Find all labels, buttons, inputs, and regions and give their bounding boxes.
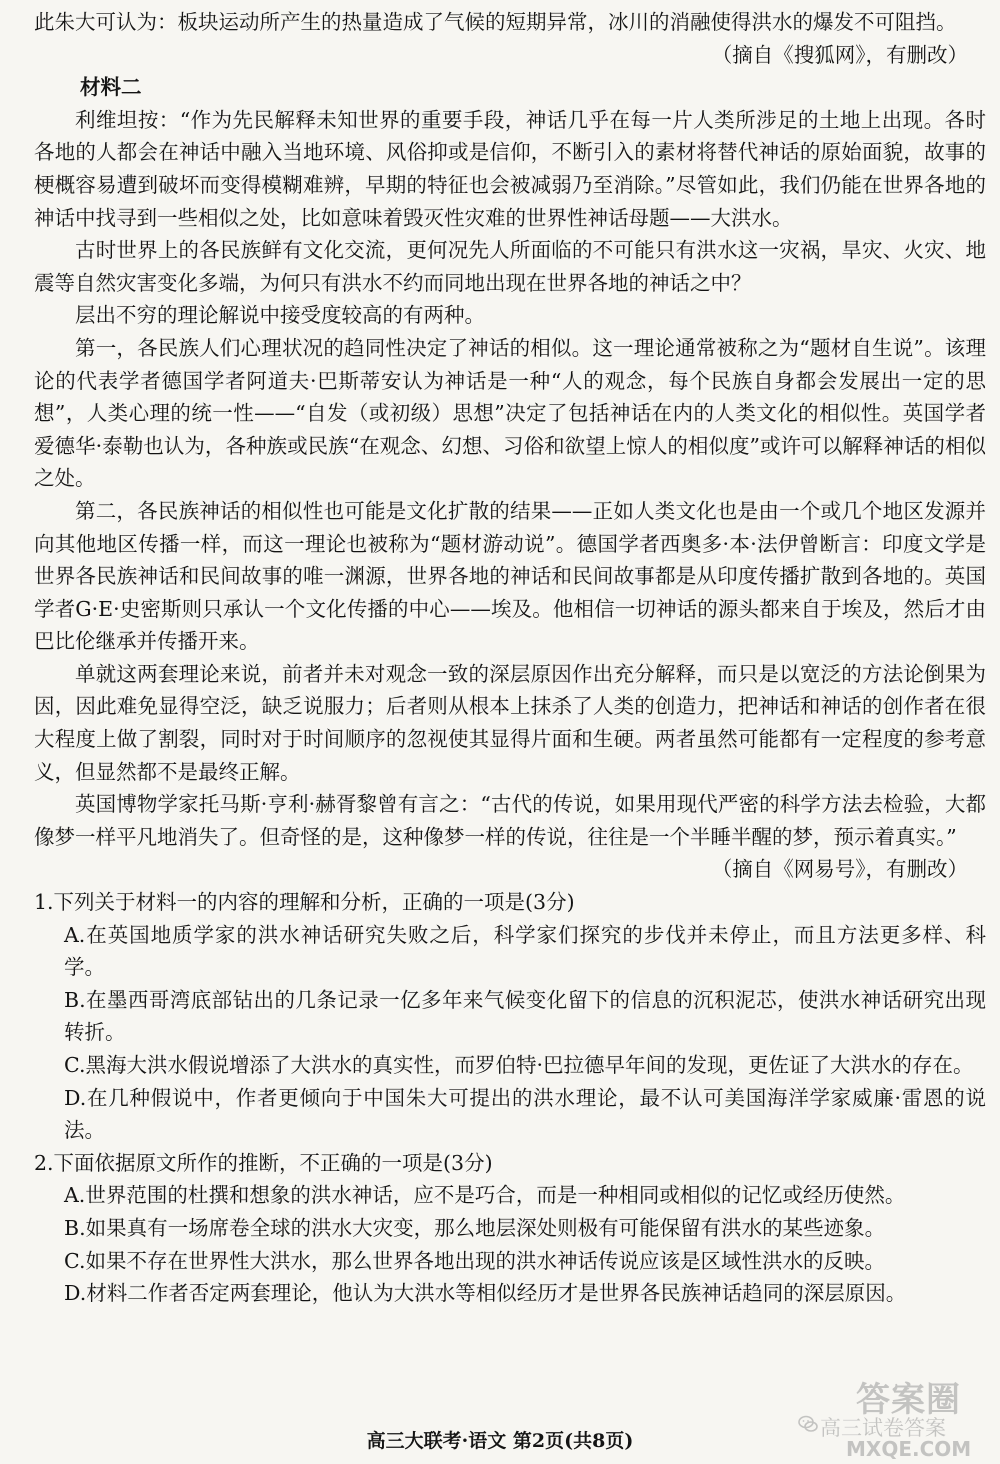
source-citation-2: （摘自《网易号》，有删改）	[711, 857, 968, 882]
watermark-url: MXQE.COM	[846, 1437, 972, 1461]
option-b: B.如果真有一场席卷全球的洪水大灾变，那么地层深处则极有可能保留有洪水的某些迹象。	[64, 1215, 886, 1240]
option-d: D.材料二作者否定两套理论，他认为大洪水等相似经历才是世界各民族神话趋同的深层原因。	[64, 1281, 907, 1306]
paragraph: 利维坦按：“作为先民解释未知世界的重要手段，神话几乎在每一片人类所涉足的土地上出现。各时各地的人都会在神话中融入当地环境、风俗抑或是信仰，不断引入的素材将替代神话的原始面貌，故事的梗概容易遭到破坏而变得模糊难辨，早期的特征也会被减弱乃至消除。”尽管如此，我们仍能在世界各地的神话中找寻到一些相似之处，比如意味着毁灭性灾难的世界性神话母题——大洪水。	[34, 107, 986, 230]
option-c: C.如果不存在世界性大洪水，那么世界各地出现的洪水神话传说应该是区域性洪水的反映。	[64, 1248, 885, 1273]
paragraph: 英国博物学家托马斯·亨利·赫胥黎曾有言之：“古代的传说，如果用现代严密的科学方法去检验，大都像梦一样平凡地消失了。但奇怪的是，这种像梦一样的传说，往往是一个半睡半醒的梦，预示着真实。”	[34, 792, 986, 849]
page-content	[34, 6, 986, 1310]
paragraph: 层出不穷的理论解说中接受度较高的有两种。	[75, 303, 485, 328]
paragraph: 第二，各民族神话的相似性也可能是文化扩散的结果——正如人类文化也是由一个或几个地区发源并向其他地区传播一样，而这一理论也被称为“题材游动说”。德国学者西奥多·本·法伊曾断言：印度文学是世界各民族神话和民间故事的唯一渊源，世界各地的神话和民间故事都是从印度传播扩散到各地的。英国学者G·E·史密斯则只承认一个文化传播的中心——埃及。他相信一切神话的源头都来自于埃及，然后才由巴比伦继承并传播开来。	[34, 498, 986, 654]
paragraph: 单就这两套理论来说，前者并未对观念一致的深层原因作出充分解释，而只是以宽泛的方法论倒果为因，因此难免显得空泛，缺乏说服力；后者则从根本上抹杀了人类的创造力，把神话和神话的创作者在很大程度上做了割裂，同时对于时间顺序的忽视使其显得片面和生硬。两者虽然可能都有一定程度的参考意义，但显然都不是最终正解。	[34, 661, 986, 784]
wechat-icon	[798, 1414, 818, 1434]
option-b: B.在墨西哥湾底部钻出的几条记录一亿多年来气候变化留下的信息的沉积泥芯，使洪水神话研究出现转折。	[64, 987, 986, 1045]
watermark	[796, 1380, 992, 1460]
watermark-subtitle: 高三试卷答案	[820, 1416, 946, 1440]
intro-paragraph-tail: 此朱大可认为：板块运动所产生的热量造成了气候的短期异常，冰川的消融使得洪水的爆发不可阻挡。	[34, 10, 957, 34]
option-d: D.在几种假说中，作者更倾向于中国朱大可提出的洪水理论，最不认可美国海洋学家威廉·雷恩的说法。	[64, 1085, 986, 1143]
question-stem: 2.下面依据原文所作的推断，不正确的一项是(3分)	[34, 1150, 493, 1175]
question-stem: 1.下列关于材料一的内容的理解和分析，正确的一项是(3分)	[34, 890, 575, 915]
question-2	[34, 1147, 986, 1310]
option-a: A.在英国地质学家的洪水神话研究失败之后，科学家们探究的步伐并未停止，而且方法更多样、科学。	[64, 922, 986, 980]
option-a: A.世界范围的杜撰和想象的洪水神话，应不是巧合，而是一种相同或相似的记忆或经历使然。	[64, 1183, 906, 1208]
question-1	[34, 886, 986, 1147]
option-c: C.黑海大洪水假说增添了大洪水的真实性，而罗伯特·巴拉德早年间的发现，更佐证了大洪水的存在。	[64, 1053, 974, 1077]
material-two-heading: 材料二	[80, 75, 142, 100]
watermark-title: 答案圈	[856, 1380, 961, 1420]
page-footer: 高三大联考·语文 第2页(共8页)	[366, 1430, 634, 1452]
paragraph: 第一，各民族人们心理状况的趋同性决定了神话的相似。这一理论通常被称之为“题材自生说”。该理论的代表学者德国学者阿道夫·巴斯蒂安认为神话是一种“人的观念，每个民族自身都会发展出一定的思想”，人类心理的统一性——“自发（或初级）思想”决定了包括神话在内的人类文化的相似性。英国学者爱德华·泰勒也认为，各种族或民族“在观念、幻想、习俗和欲望上惊人的相似度”或许可以解释神话的相似之处。	[34, 335, 986, 491]
source-citation-1: （摘自《搜狐网》，有删改）	[711, 42, 968, 67]
paragraph: 古时世界上的各民族鲜有文化交流，更何况先人所面临的不可能只有洪水这一灾祸，旱灾、火灾、地震等自然灾害变化多端，为何只有洪水不约而同地出现在世界各地的神话之中？	[34, 238, 986, 295]
